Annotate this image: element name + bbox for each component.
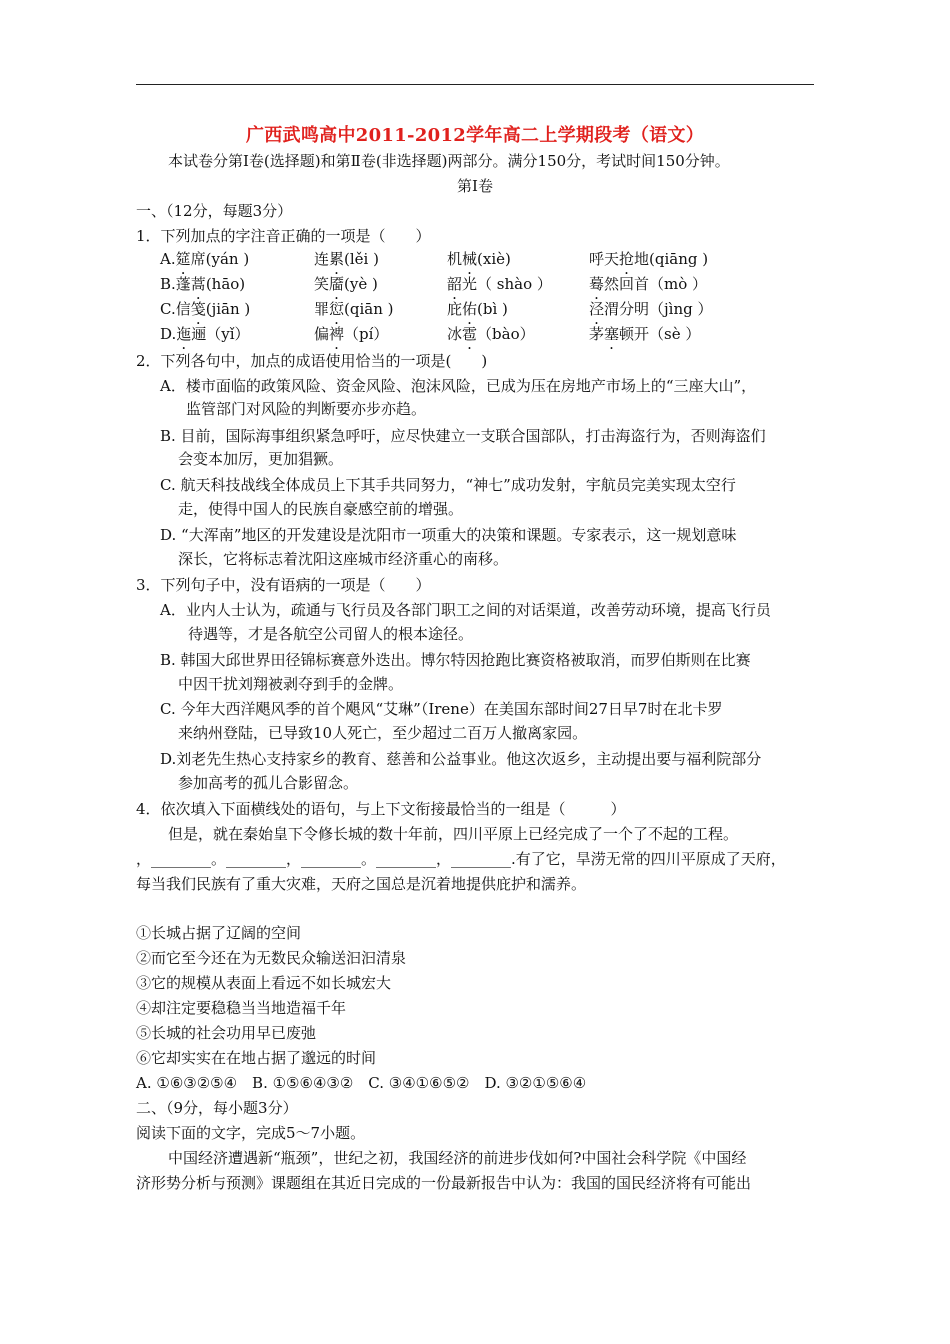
q1-a4: 呼天抢地(qiāng ) bbox=[589, 250, 709, 268]
q1-c1: C.信笺(jiān ) bbox=[160, 300, 251, 318]
q1-b4: 蓦然回首（mò ） bbox=[589, 275, 708, 293]
q3-option-d-line1: D.刘老先生热心支持家乡的教育、慈善和公益事业。他这次返乡，主动提出要与福利院部分 bbox=[160, 750, 762, 768]
q2-option-b-line2: 会变本加厉，更加猖獗。 bbox=[178, 450, 344, 468]
q1-b3: 韶光（ shào ） bbox=[447, 275, 552, 293]
q1-d3: 冰雹（bào） bbox=[447, 325, 535, 343]
q2-option-c-line1: C. 航天科技战线全体成员上下其手共同努力，“神七”成功发射，宇航员完美实现太空行 bbox=[160, 476, 736, 494]
q3-stem: 3．下列句子中，没有语病的一项是（ ） bbox=[136, 576, 431, 594]
part-label: 第Ⅰ卷 bbox=[457, 177, 493, 195]
q2-option-b-line1: B. 目前，国际海事组织紧急呼吁，应尽快建立一支联合国部队，打击海盗行为，否则海盗们 bbox=[160, 427, 766, 445]
section2-heading: 二、（9分，每小题3分） bbox=[136, 1099, 298, 1117]
q4-passage-line1: 但是，就在秦始皇下令修长城的数十年前，四川平原上已经完成了一个了不起的工程。 bbox=[168, 825, 739, 843]
q2-option-a-line2: 监管部门对风险的判断要亦步亦趋。 bbox=[186, 400, 427, 418]
top-rule bbox=[136, 84, 814, 85]
q1-d4: 茅塞顿开（sè ） bbox=[589, 325, 701, 343]
section2-intro: 阅读下面的文字，完成5～7小题。 bbox=[136, 1124, 366, 1142]
q2-option-c-line2: 走，使得中国人的民族自豪感空前的增强。 bbox=[178, 500, 464, 518]
q3-option-c-line2: 来纳州登陆，已导致10人死亡，至少超过二百万人撤离家园。 bbox=[178, 724, 588, 742]
q2-option-a-line1: A．楼市面临的政策风险、资金风险、泡沫风险，已成为压在房地产市场上的“三座大山”， bbox=[160, 377, 757, 395]
q4-answer-choices: A. ①⑥③②⑤④ B. ①⑤⑥④③② C. ③④①⑥⑤② D. ③②①⑤⑥④ bbox=[136, 1074, 587, 1092]
q1-d2: 偏裨（pí） bbox=[314, 325, 389, 343]
q3-option-a-line1: A．业内人士认为，疏通与飞行员及各部门职工之间的对话渠道，改善劳动环境，提高飞行员 bbox=[160, 601, 771, 619]
q4-item-2: ②而它至今还在为无数民众输送汩汩清泉 bbox=[136, 949, 407, 967]
q1-stem: 1．下列加点的字注音正确的一项是（ ） bbox=[136, 227, 431, 245]
q4-item-5: ⑤长城的社会功用早已废弛 bbox=[136, 1024, 317, 1042]
page-title: 广西武鸣高中2011-2012学年高二上学期段考（语文） bbox=[245, 125, 705, 146]
q1-a1: A.筵席(yán ) bbox=[160, 250, 250, 268]
q3-option-c-line1: C. 今年大西洋飓风季的首个飓风“艾琳”（Irene）在美国东部时间27日早7时在北卡罗 bbox=[160, 700, 723, 718]
q2-option-d-line2: 深长，它将标志着沈阳这座城市经济重心的南移。 bbox=[178, 550, 509, 568]
q3-option-b-line2: 中因干扰刘翔被剥夺到手的金牌。 bbox=[178, 675, 404, 693]
q1-c2: 罪愆(qiān ) bbox=[314, 300, 394, 318]
q1-c4: 泾渭分明（jìng ） bbox=[589, 300, 713, 318]
exam-intro: 本试卷分第Ⅰ卷(选择题)和第Ⅱ卷(非选择题)两部分。满分150分，考试时间150分钟。 bbox=[168, 152, 730, 170]
q4-item-4: ④却注定要稳稳当当地造福千年 bbox=[136, 999, 347, 1017]
q4-passage-line3: 每当我们民族有了重大灾难，天府之国总是沉着地提供庇护和濡养。 bbox=[136, 875, 587, 893]
q3-option-b-line1: B. 韩国大邱世界田径锦标赛意外迭出。博尔特因抢跑比赛资格被取消，而罗伯斯则在比赛 bbox=[160, 651, 751, 669]
q1-d1: D.迤逦（yǐ） bbox=[160, 325, 250, 343]
q1-a2: 连累(lěi ) bbox=[314, 250, 379, 268]
q2-stem: 2．下列各句中，加点的成语使用恰当的一项是( ) bbox=[136, 352, 488, 370]
q4-passage-blanks: ，________。________，________。________，________.有了它，旱涝无常的四川平原成了天府， bbox=[136, 850, 786, 868]
q2-option-d-line1: D. “大浑南”地区的开发建设是沈阳市一项重大的决策和课题。专家表示，这一规划意味 bbox=[160, 526, 737, 544]
reading-para-line2: 济形势分析与预测》课题组在其近日完成的一份最新报告中认为：我国的国民经济将有可能出 bbox=[136, 1174, 752, 1192]
q1-b1: B.蓬蒿(hāo) bbox=[160, 275, 246, 293]
q3-option-a-line2: 待遇等，才是各航空公司留人的根本途径。 bbox=[188, 625, 474, 643]
q1-a3: 机械(xiè) bbox=[447, 250, 511, 268]
q4-item-6: ⑥它却实实在在地占据了邈远的时间 bbox=[136, 1049, 377, 1067]
q4-item-1: ①长城占据了辽阔的空间 bbox=[136, 924, 302, 942]
q1-b2: 笑靥(yè ) bbox=[314, 275, 378, 293]
q3-option-d-line2: 参加高考的孤儿合影留念。 bbox=[178, 774, 359, 792]
section1-heading: 一、（12分，每题3分） bbox=[136, 202, 293, 220]
q4-item-3: ③它的规模从表面上看远不如长城宏大 bbox=[136, 974, 392, 992]
q4-stem: 4．依次填入下面横线处的语句，与上下文衔接最恰当的一组是（ ） bbox=[136, 800, 626, 818]
q1-c3: 庇佑(bì ) bbox=[447, 300, 508, 318]
reading-para-line1: 中国经济遭遇新“瓶颈”，世纪之初，我国经济的前进步伐如何?中国社会科学院《中国经 bbox=[168, 1149, 747, 1167]
